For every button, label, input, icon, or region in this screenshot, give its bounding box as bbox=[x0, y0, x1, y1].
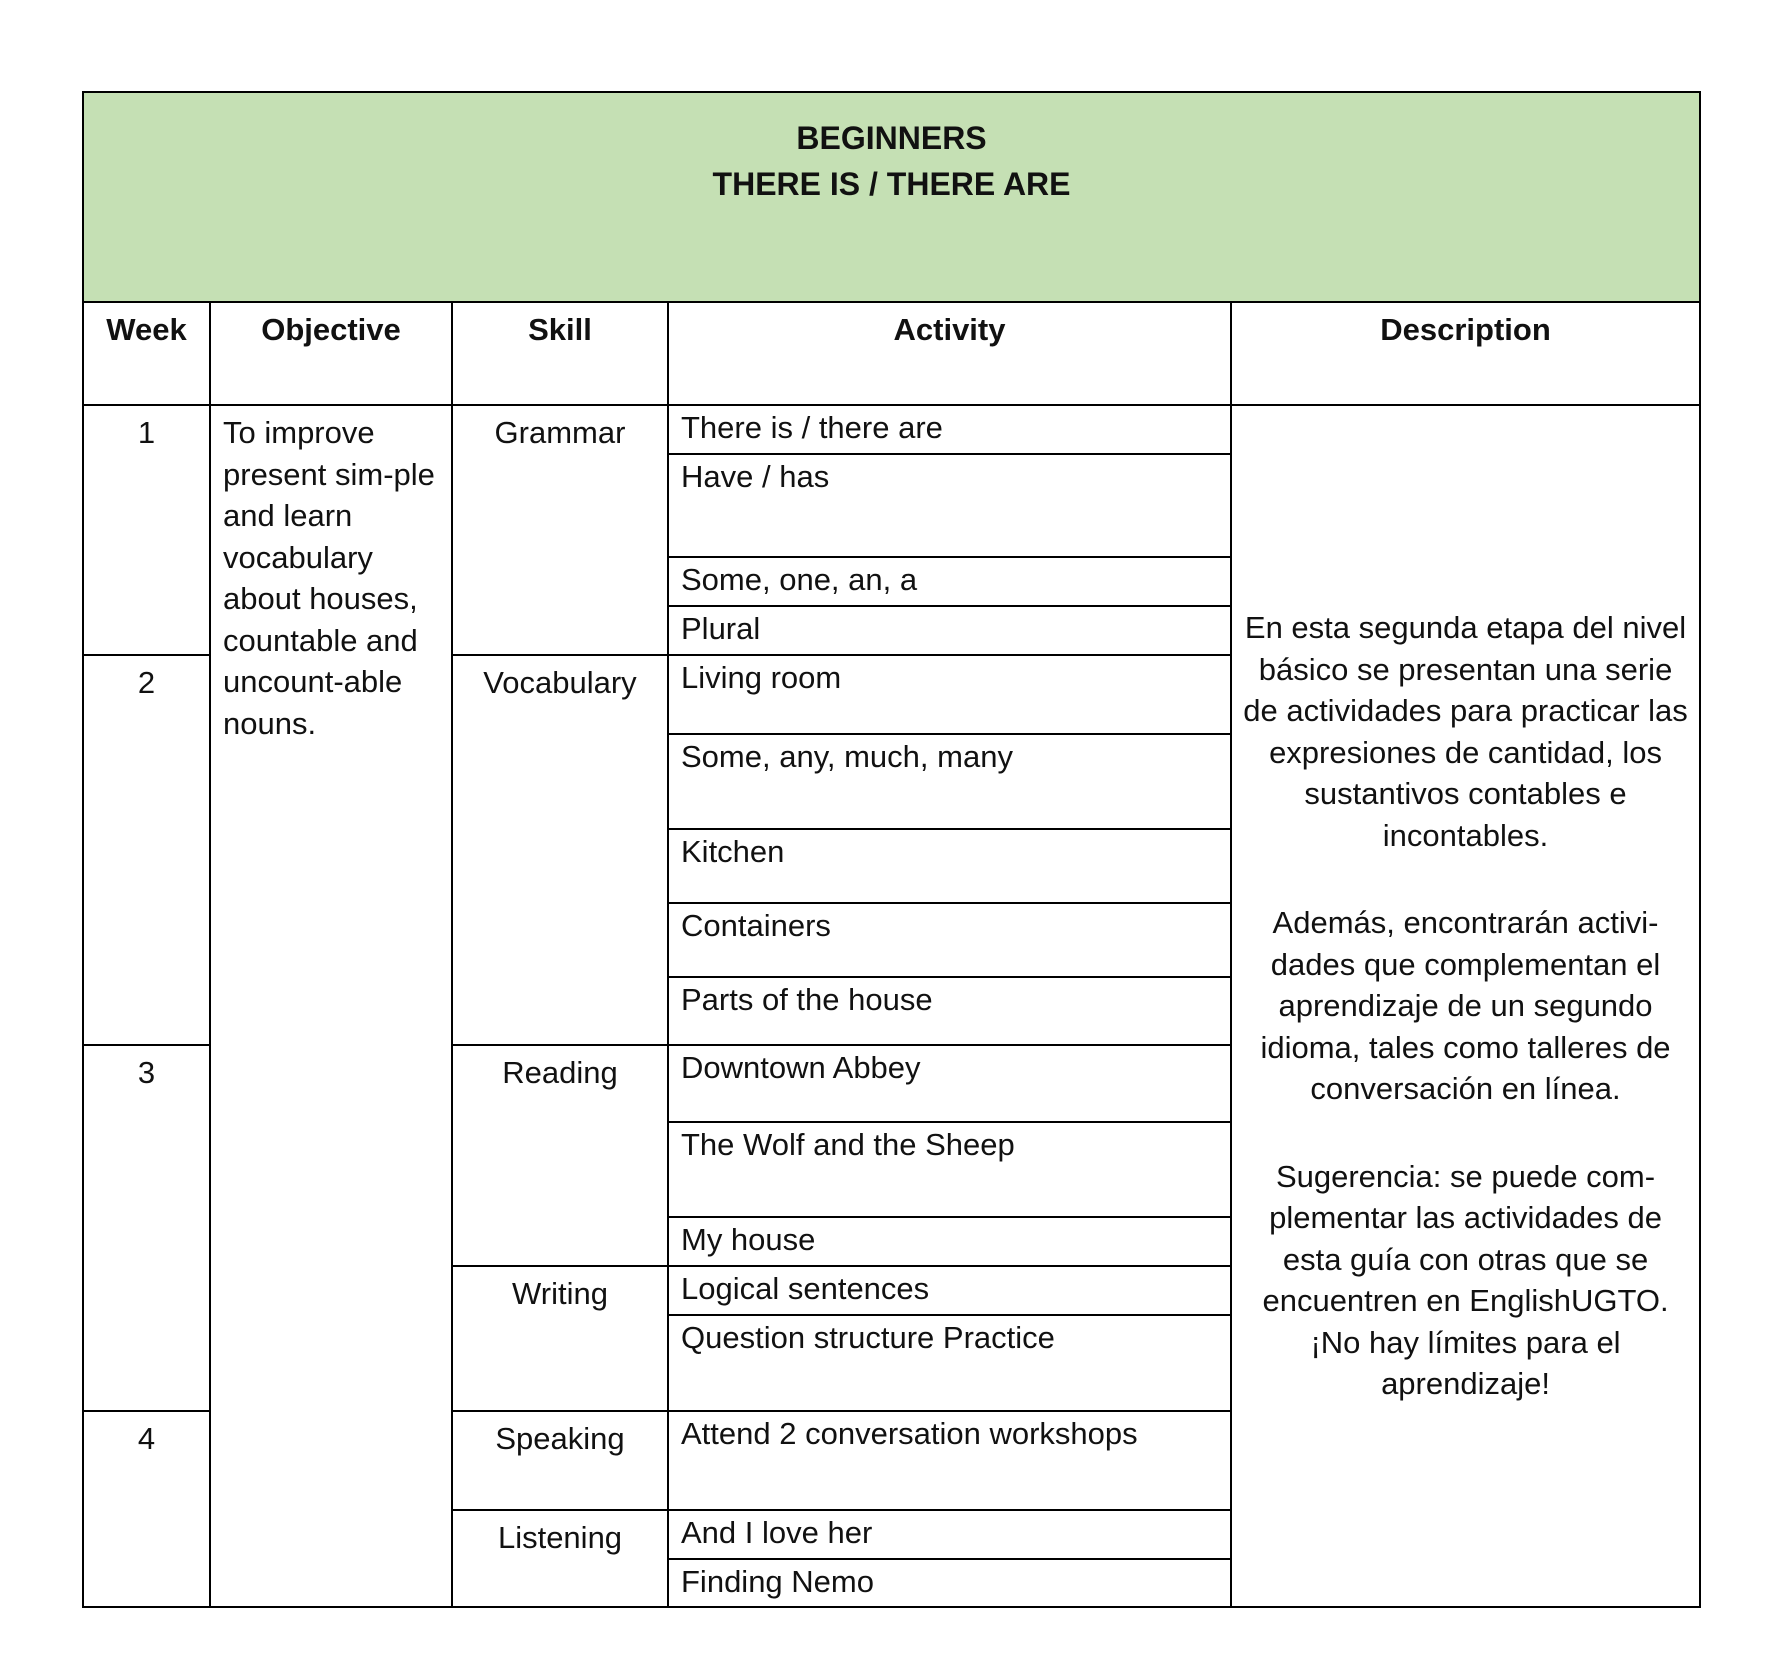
activity-cell: And I love her bbox=[668, 1510, 1231, 1559]
table-title bbox=[83, 92, 1700, 302]
col-header-objective: Objective bbox=[210, 302, 452, 405]
activity-cell: The Wolf and the Sheep bbox=[668, 1122, 1231, 1217]
activity-cell: Downtown Abbey bbox=[668, 1045, 1231, 1122]
lesson-plan-table bbox=[82, 91, 1701, 1608]
objective-cell: To improve present sim-ple and learn vocabulary about houses, countable and uncount-able nouns. bbox=[210, 405, 452, 1607]
activity-cell: Have / has bbox=[668, 454, 1231, 557]
week-1-cell: 1 bbox=[83, 405, 210, 655]
skill-speaking: Speaking bbox=[452, 1411, 668, 1510]
col-header-week: Week bbox=[83, 302, 210, 405]
description-cell bbox=[1231, 405, 1700, 1607]
activity-cell: Attend 2 conversation workshops bbox=[668, 1411, 1231, 1510]
col-header-skill: Skill bbox=[452, 302, 668, 405]
activity-cell: Containers bbox=[668, 903, 1231, 977]
activity-cell: Parts of the house bbox=[668, 977, 1231, 1045]
title-row bbox=[83, 92, 1700, 302]
skill-writing: Writing bbox=[452, 1266, 668, 1411]
description-paragraph-2: Además, encontrarán activi-dades que complementan el aprendizaje de un segundo idioma, tales como talleres de conversación en línea. bbox=[1260, 905, 1671, 1107]
activity-cell: My house bbox=[668, 1217, 1231, 1266]
activity-cell: Finding Nemo bbox=[668, 1559, 1231, 1607]
skill-grammar: Grammar bbox=[452, 405, 668, 655]
description-paragraph-3: Sugerencia: se puede com-plementar las actividades de esta guía con otras que se encuentren en EnglishUGTO. ¡No hay límites para el aprendizaje! bbox=[1262, 1158, 1669, 1402]
description-paragraph-1: En esta segunda etapa del nivel básico se presentan una serie de actividades para practicar las expresiones de cantidad, los sustantivos contables e incontables. bbox=[1243, 609, 1688, 853]
activity-cell: Some, one, an, a bbox=[668, 557, 1231, 606]
activity-cell: Logical sentences bbox=[668, 1266, 1231, 1315]
table-row bbox=[83, 405, 1700, 454]
skill-reading: Reading bbox=[452, 1045, 668, 1266]
week-4-cell: 4 bbox=[83, 1411, 210, 1607]
activity-cell: Question structure Practice bbox=[668, 1315, 1231, 1411]
col-header-description: Description bbox=[1231, 302, 1700, 405]
activity-cell: Kitchen bbox=[668, 829, 1231, 903]
activity-cell: There is / there are bbox=[668, 405, 1231, 454]
skill-vocabulary: Vocabulary bbox=[452, 655, 668, 1045]
header-row bbox=[83, 302, 1700, 405]
skill-listening: Listening bbox=[452, 1510, 668, 1607]
activity-cell: Living room bbox=[668, 655, 1231, 734]
week-3-cell: 3 bbox=[83, 1045, 210, 1411]
activity-cell: Plural bbox=[668, 606, 1231, 655]
col-header-activity: Activity bbox=[668, 302, 1231, 405]
topic-title: THERE IS / THERE ARE bbox=[712, 166, 1071, 203]
activity-cell: Some, any, much, many bbox=[668, 734, 1231, 829]
week-2-cell: 2 bbox=[83, 655, 210, 1045]
level-title: BEGINNERS bbox=[796, 120, 987, 156]
